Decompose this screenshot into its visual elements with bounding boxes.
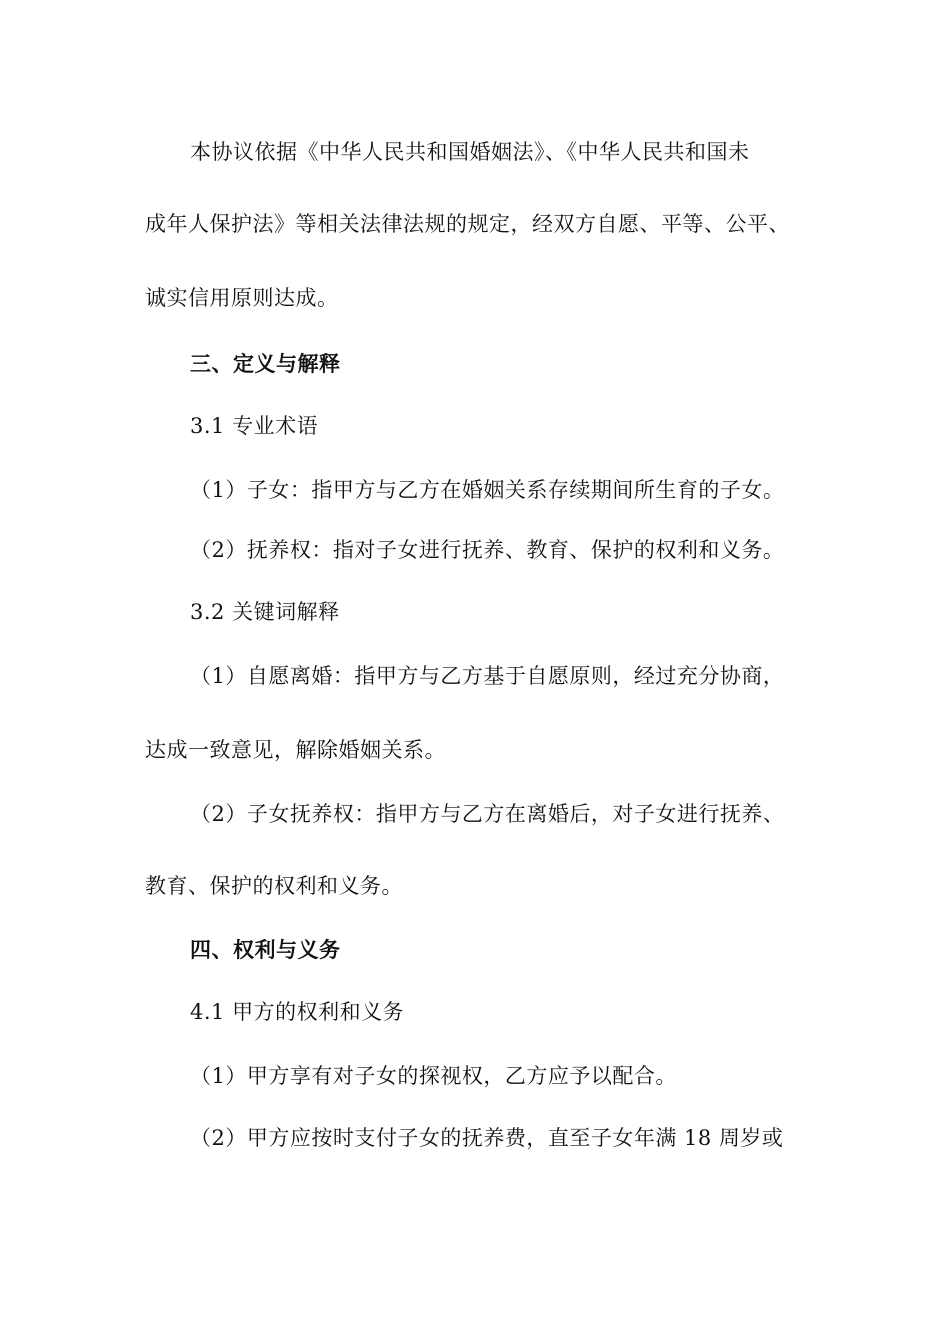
subsection-heading-4-1: 4.1 甲方的权利和义务	[190, 1000, 405, 1024]
paragraph-line-3: 诚实信用原则达成。	[145, 286, 339, 310]
keyword-item-2-line-1: （2）子女抚养权：指甲方与乙方在离婚后，对子女进行抚养、	[190, 802, 785, 826]
definition-item-1: （1）子女：指甲方与乙方在婚姻关系存续期间所生育的子女。	[190, 478, 785, 502]
paragraph-line-1: 本协议依据《中华人民共和国婚姻法》、《中华人民共和国未	[190, 140, 750, 164]
paragraph-line-2: 成年人保护法》等相关法律法规的规定，经双方自愿、平等、公平、	[145, 212, 790, 236]
keyword-item-2-line-2: 教育、保护的权利和义务。	[145, 874, 403, 898]
section-heading-rights: 四、权利与义务	[190, 937, 341, 962]
keyword-item-1-line-2: 达成一致意见，解除婚姻关系。	[145, 738, 446, 762]
rights-item-1: （1）甲方享有对子女的探视权，乙方应予以配合。	[190, 1064, 677, 1088]
rights-item-2: （2）甲方应按时支付子女的抚养费，直至子女年满 18 周岁或	[190, 1126, 784, 1150]
subsection-heading-3-1: 3.1 专业术语	[190, 414, 319, 438]
subsection-heading-3-2: 3.2 关键词解释	[190, 600, 340, 624]
section-heading-definitions: 三、定义与解释	[190, 351, 341, 376]
keyword-item-1-line-1: （1）自愿离婚：指甲方与乙方基于自愿原则，经过充分协商，	[190, 664, 785, 688]
definition-item-2: （2）抚养权：指对子女进行抚养、教育、保护的权利和义务。	[190, 538, 785, 562]
